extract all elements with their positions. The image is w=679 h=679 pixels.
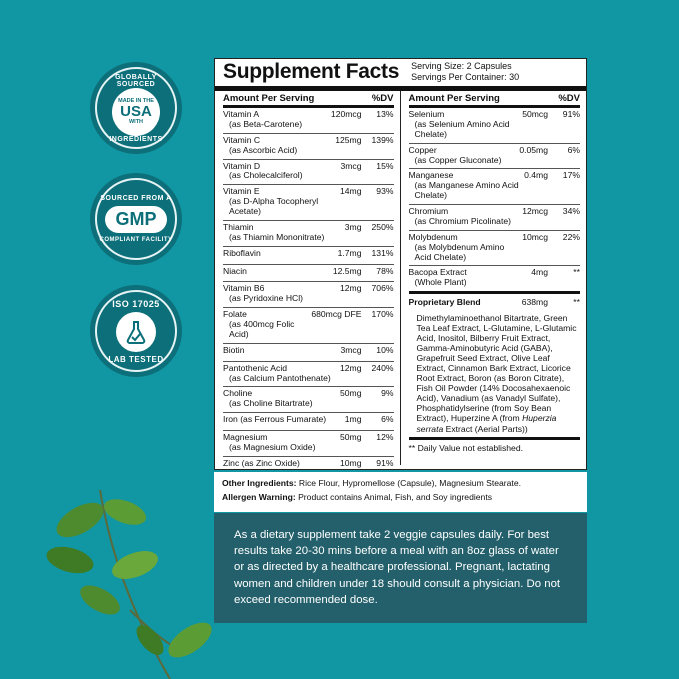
- nutrient-source: (as Calcium Pantothenate): [229, 372, 331, 383]
- nutrient-label: Vitamin A: [223, 109, 260, 119]
- nutrient-label: Magnesium: [223, 432, 268, 442]
- nutrient-name: [409, 207, 523, 227]
- nutrient-row: [223, 308, 394, 344]
- usa-seal: [112, 88, 160, 136]
- nutrient-amount: 12mcg: [522, 206, 548, 216]
- nutrient-label: Copper: [408, 144, 437, 155]
- nutrient-dv: 91%: [562, 109, 580, 119]
- nutrient-name: [223, 364, 340, 384]
- serving-size: Serving Size: 2 Capsules: [411, 61, 512, 72]
- nutrient-name: [223, 223, 345, 243]
- badge-ring-bottom-text: LAB TESTED: [108, 354, 164, 364]
- nutrient-dv: 78%: [376, 265, 394, 276]
- nutrient-name: [409, 171, 525, 201]
- nutrient-source: (as Chromium Picolinate): [414, 215, 511, 226]
- supplement-facts-panel: [214, 58, 587, 470]
- nutrient-row: [223, 247, 394, 265]
- nutrient-name: [223, 433, 340, 453]
- nutrient-row: [223, 413, 394, 431]
- nutrient-row: [223, 362, 394, 388]
- badge-ring-bottom-text: COMPLIANT FACILITY: [99, 237, 173, 243]
- nutrient-source: (as Choline Bitartrate): [229, 398, 313, 409]
- nutrient-label: Selenium: [408, 109, 445, 119]
- nutrient-dv: 15%: [376, 160, 394, 171]
- nutrient-row: [223, 221, 394, 247]
- nutrient-label: Vitamin E: [223, 186, 260, 197]
- badge-ring-top-text: ISO 17025: [112, 298, 160, 309]
- dv-label: %DV: [558, 93, 580, 104]
- nutrient-amount: 120mcg: [330, 109, 362, 119]
- bacopa-row: [409, 266, 581, 294]
- nutrient-dv: 9%: [381, 388, 394, 399]
- blend-ingredients: [409, 311, 581, 440]
- nutrient-dv: 17%: [562, 170, 580, 181]
- nutrient-row: [409, 169, 581, 205]
- made-in-text: MADE IN THE: [118, 98, 154, 104]
- nutrient-amount: 125mg: [335, 134, 362, 145]
- nutrient-dv: 706%: [371, 283, 394, 294]
- nutrient-source: (as Beta-Carotene): [229, 118, 303, 129]
- dv-label: %DV: [371, 93, 394, 104]
- nutrient-label: Riboflavin: [223, 247, 261, 258]
- nutrient-amount: 12mg: [340, 283, 362, 294]
- badge-ring: [95, 178, 177, 260]
- nutrient-name: [223, 459, 340, 469]
- nutrient-amount: 1mg: [344, 414, 362, 425]
- badge-ring-top-text: GLOBALLY SOURCED: [115, 73, 157, 88]
- badge-ring: [95, 290, 177, 372]
- nutrient-source: (as Ascorbic Acid): [229, 144, 298, 155]
- nutrient-name: [223, 389, 340, 409]
- badge-ring: [95, 67, 177, 149]
- nutrient-source: (as D-Alpha Tocopheryl Acetate): [229, 196, 319, 216]
- ingredients-box: [214, 472, 587, 512]
- left-rows: [223, 108, 394, 475]
- nutrient-label: Zinc (as Zinc Oxide): [223, 457, 300, 468]
- column-header: [223, 91, 394, 108]
- other-ingredients: [222, 477, 579, 491]
- nutrient-amount: 50mg: [340, 388, 362, 399]
- blend-dv: **: [573, 297, 580, 308]
- facts-title: Supplement Facts: [223, 60, 400, 83]
- nutrient-row: [223, 265, 394, 283]
- nutrient-name: [223, 136, 335, 156]
- facts-header: [215, 59, 586, 91]
- nutrient-label: Thiamin: [223, 221, 254, 232]
- nutrient-row: [223, 185, 394, 221]
- nutrient-source: (as Molybdenum Amino Acid Chelate): [414, 241, 505, 262]
- nutrient-amount: 14mg: [340, 186, 362, 197]
- blend-name: Proprietary Blend: [408, 297, 481, 308]
- usa-text: USA: [120, 103, 152, 120]
- flask-icon: [116, 312, 156, 352]
- nutrient-amount: 3mg: [344, 221, 362, 232]
- column-header: [409, 91, 581, 108]
- nutrient-label: Pantothenic Acid: [223, 362, 288, 373]
- nutrient-source: (Whole Plant): [414, 277, 467, 288]
- right-rows: [409, 108, 581, 266]
- nutrient-row: [223, 134, 394, 160]
- iso-badge: [90, 285, 182, 377]
- nutrient-amount: 3mcg: [340, 160, 362, 171]
- nutrient-label: Bacopa Extract: [408, 267, 467, 278]
- with-text: WITH: [128, 119, 144, 125]
- blend-amount: 638mg: [521, 297, 548, 308]
- serving-info: [411, 61, 519, 82]
- facts-right-column: [401, 91, 587, 465]
- nutrient-dv: 240%: [371, 362, 394, 373]
- nutrient-amount: 10mcg: [522, 231, 548, 242]
- nutrient-row: [223, 431, 394, 457]
- nutrient-label: Chromium: [408, 206, 449, 216]
- nutrient-label: Iron (as Ferrous Fumarate): [223, 414, 327, 425]
- nutrient-dv: **: [573, 267, 580, 278]
- nutrient-amount: 12.5mg: [332, 265, 362, 276]
- nutrient-row: [223, 387, 394, 413]
- nutrient-name: [223, 346, 340, 356]
- nutrient-dv: 93%: [376, 186, 394, 197]
- nutrient-dv: 34%: [562, 206, 580, 216]
- servings-per-container: Servings Per Container: 30: [411, 71, 520, 82]
- nutrient-name: [223, 267, 333, 277]
- amount-per-serving-label: Amount Per Serving: [408, 93, 500, 104]
- nutrient-label: Vitamin D: [223, 160, 261, 171]
- badge-ring-top-text: SOURCED FROM A: [100, 195, 172, 202]
- nutrient-row: [409, 231, 581, 267]
- facts-left-column: [215, 91, 401, 468]
- nutrient-label: Vitamin C: [223, 134, 261, 145]
- nutrient-name: [409, 268, 532, 288]
- nutrient-label: Choline: [223, 388, 253, 399]
- gmp-text: GMP: [105, 206, 166, 233]
- nutrient-dv: 170%: [371, 309, 394, 320]
- nutrient-label: Manganese: [408, 170, 454, 181]
- allergen-warning: [222, 491, 579, 505]
- blend-ingredients-text: Dimethylaminoethanol Bitartrate, Green Tea Leaf Extract, L-Glutamine, L-Glutamic Acid, Inositol, Bilberry Fruit Extract, Gamma-Aminobutyric Acid (GABA), Grapefruit Seed Extract, Olive Leaf Extract, Cinnamon Bark Extract, Licorice Root Extract, Boron (as Boron Citrate), Fish Oil Powder (14% Docosahexaenoic Acid), Vanadium (as Vanadyl Sulfate), Phosphatidylserine (from Soy Bean Extract), Huperzine A (from: [416, 313, 577, 424]
- nutrient-dv: 12%: [376, 432, 394, 442]
- nutrient-name: [223, 110, 331, 130]
- proprietary-blend-row: [409, 294, 581, 311]
- nutrient-amount: 12mg: [340, 362, 362, 373]
- nutrient-source: (as Cholecalciferol): [229, 170, 303, 181]
- nutrient-name: [409, 233, 523, 263]
- nutrient-amount: 0.4mg: [524, 170, 548, 181]
- nutrient-label: Niacin: [223, 265, 247, 276]
- nutrient-row: [409, 205, 581, 231]
- dv-footnote: ** Daily Value not established.: [408, 442, 523, 453]
- nutrient-dv: 131%: [371, 247, 394, 258]
- blend-ingredients-italic: Huperzia serrata: [416, 413, 557, 434]
- allergen-label: Allergen Warning:: [222, 491, 296, 502]
- nutrient-label: Folate: [223, 309, 247, 320]
- nutrient-dv: 13%: [376, 109, 394, 119]
- nutrient-label: Molybdenum: [408, 231, 458, 242]
- nutrient-row: [223, 344, 394, 362]
- gmp-badge: [90, 173, 182, 265]
- nutrient-source: (as Selenium Amino Acid Chelate): [414, 118, 510, 139]
- nutrient-source: (as Thiamin Mononitrate): [229, 231, 325, 242]
- nutrient-amount: 10mg: [340, 457, 362, 468]
- nutrient-source: (as Copper Gluconate): [414, 154, 502, 165]
- nutrient-dv: 6%: [381, 414, 394, 425]
- nutrient-amount: 680mcg DFE: [311, 309, 362, 320]
- nutrient-dv: 10%: [376, 344, 394, 355]
- nutrient-row: [223, 282, 394, 308]
- nutrient-amount: 3mcg: [340, 344, 362, 355]
- nutrient-label: Vitamin B6: [223, 283, 265, 294]
- nutrient-amount: 50mcg: [522, 109, 548, 119]
- nutrient-dv: 6%: [567, 144, 580, 155]
- nutrient-row: [409, 108, 581, 144]
- directions-box: As a dietary supplement take 2 veggie capsules daily. For best results take 20-30 mins before a meal with an 8oz glass of water or as directed by a healthcare professional. Pregnant, lactating women and children under 18 should consult a physician. Do not exceed recommended dose.: [214, 513, 587, 623]
- nutrient-amount: 0.05mg: [519, 144, 548, 155]
- nutrient-source: (as Magnesium Oxide): [229, 441, 316, 452]
- other-ingredients-text: Rice Flour, Hypromellose (Capsule), Magnesium Stearate.: [298, 478, 521, 488]
- badge-ring-bottom-text: INGREDIENTS: [109, 135, 163, 143]
- nutrient-amount: 50mg: [340, 432, 362, 442]
- nutrient-dv: 250%: [371, 221, 394, 232]
- nutrient-amount: 4mg: [531, 267, 548, 278]
- facts-columns: [215, 91, 586, 468]
- nutrient-name: [223, 310, 311, 340]
- nutrient-amount: 1.7mg: [337, 247, 362, 258]
- nutrient-label: Biotin: [223, 344, 245, 355]
- other-ingredients-label: Other Ingredients:: [222, 478, 297, 488]
- allergen-text: Product contains Animal, Fish, and Soy ingredients: [298, 491, 493, 502]
- nutrient-name: [409, 146, 520, 166]
- nutrient-dv: 139%: [371, 134, 394, 145]
- nutrient-source: (as 400mcg Folic Acid): [229, 319, 295, 339]
- nutrient-name: [223, 415, 345, 425]
- amount-per-serving-label: Amount Per Serving: [223, 93, 315, 104]
- blend-ingredients-text-end: Extract (Aerial Parts)): [445, 423, 528, 434]
- nutrient-dv: 91%: [376, 457, 394, 468]
- nutrient-source: (as Manganese Amino Acid Chelate): [414, 180, 519, 201]
- nutrient-name: [223, 249, 338, 259]
- leaves-illustration: [40, 490, 220, 679]
- nutrient-row: [409, 144, 581, 170]
- nutrient-dv: 22%: [562, 231, 580, 242]
- nutrient-name: [409, 110, 523, 140]
- nutrient-row: [223, 160, 394, 186]
- nutrient-source: (as Pyridoxine HCl): [229, 293, 304, 304]
- made-in-usa-badge: [90, 62, 182, 154]
- nutrient-name: [223, 187, 340, 217]
- nutrient-name: [223, 162, 340, 182]
- nutrient-row: [223, 108, 394, 134]
- nutrient-name: [223, 284, 340, 304]
